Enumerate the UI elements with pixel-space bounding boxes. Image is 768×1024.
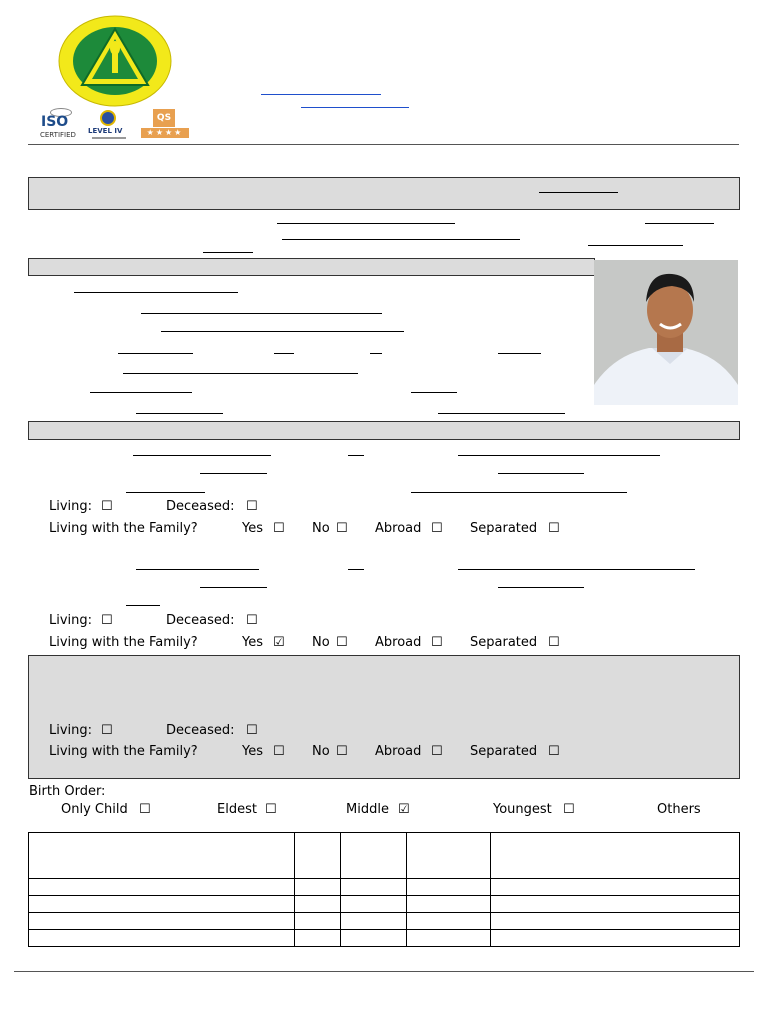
field-line-2c xyxy=(203,252,253,253)
pi-line-4a xyxy=(118,353,193,354)
table-cell[interactable] xyxy=(340,913,407,930)
field-line-1a xyxy=(277,223,455,224)
pi-line-4d xyxy=(498,353,541,354)
level-label: LEVEL IV xyxy=(88,127,123,135)
father-line-1b xyxy=(348,455,364,456)
table-cell[interactable] xyxy=(491,896,740,913)
table-cell[interactable] xyxy=(294,896,340,913)
father-no-checkbox[interactable]: ☐ xyxy=(336,521,348,536)
mother-no-checkbox[interactable]: ☐ xyxy=(336,635,348,650)
pi-line-6b xyxy=(411,392,457,393)
pi-line-7a xyxy=(136,413,223,414)
pi-line-3 xyxy=(161,331,404,332)
table-cell[interactable] xyxy=(407,879,491,896)
guardian-with-family-label: Living with the Family? xyxy=(49,744,198,759)
table-row xyxy=(29,930,740,947)
footer-divider xyxy=(14,971,754,972)
father-no-label: No xyxy=(312,521,330,536)
mother-separated-label: Separated xyxy=(470,635,538,650)
middle-checkbox[interactable]: ☑ xyxy=(398,802,410,817)
student-photo xyxy=(594,260,738,405)
field-line-2a xyxy=(282,239,520,240)
youngest-label: Youngest xyxy=(493,802,552,817)
table-cell[interactable] xyxy=(29,879,295,896)
guardian-section xyxy=(28,655,740,779)
mother-living-label: Living: xyxy=(49,613,93,628)
father-separated-checkbox[interactable]: ☐ xyxy=(548,521,560,536)
table-cell[interactable] xyxy=(29,896,295,913)
others-label: Others xyxy=(657,802,701,817)
pi-line-5 xyxy=(123,373,358,374)
table-row xyxy=(29,896,740,913)
table-cell[interactable] xyxy=(294,879,340,896)
field-line-2b xyxy=(588,245,683,246)
table-cell[interactable] xyxy=(491,913,740,930)
title-bar-blank xyxy=(539,192,618,193)
table-cell[interactable] xyxy=(491,879,740,896)
birth-order-label: Birth Order: xyxy=(29,784,106,799)
qs-logo: QS xyxy=(153,109,175,127)
table-cell[interactable] xyxy=(29,913,295,930)
father-line-3a xyxy=(126,492,205,493)
table-cell[interactable] xyxy=(29,930,295,947)
title-bar xyxy=(28,177,740,210)
father-line-2b xyxy=(498,473,584,474)
mother-line-2b xyxy=(498,587,584,588)
mother-line-1c xyxy=(458,569,695,570)
table-cell[interactable] xyxy=(340,879,407,896)
guardian-deceased-checkbox[interactable]: ☐ xyxy=(246,723,258,738)
table-row xyxy=(29,913,740,930)
mother-line-1a xyxy=(136,569,259,570)
table-cell xyxy=(29,833,295,879)
iso-label: ISO xyxy=(41,114,69,130)
university-seal xyxy=(58,15,172,107)
table-cell[interactable] xyxy=(340,896,407,913)
guardian-no-label: No xyxy=(312,744,330,759)
pi-line-2 xyxy=(141,313,382,314)
mother-yes-checkbox[interactable]: ☑ xyxy=(273,635,285,650)
header-divider xyxy=(28,144,739,145)
father-abroad-checkbox[interactable]: ☐ xyxy=(431,521,443,536)
personal-info-bar xyxy=(28,258,595,276)
eldest-label: Eldest xyxy=(217,802,257,817)
pi-line-7b xyxy=(438,413,565,414)
guardian-living-checkbox[interactable]: ☐ xyxy=(101,723,113,738)
mother-with-family-label: Living with the Family? xyxy=(49,635,198,650)
table-cell xyxy=(294,833,340,879)
mother-no-label: No xyxy=(312,635,330,650)
table-row xyxy=(29,879,740,896)
guardian-separated-label: Separated xyxy=(470,744,538,759)
father-separated-label: Separated xyxy=(470,521,538,536)
father-with-family-label: Living with the Family? xyxy=(49,521,198,536)
iso-sublabel: CERTIFIED xyxy=(40,131,76,139)
middle-label: Middle xyxy=(346,802,389,817)
guardian-yes-label: Yes xyxy=(242,744,263,759)
mother-living-checkbox[interactable]: ☐ xyxy=(101,613,113,628)
table-header-row xyxy=(29,833,740,879)
table-cell xyxy=(340,833,407,879)
qs-stars: ★★★★ xyxy=(141,128,189,138)
table-cell[interactable] xyxy=(294,913,340,930)
guardian-abroad-label: Abroad xyxy=(375,744,422,759)
table-cell[interactable] xyxy=(407,913,491,930)
mother-separated-checkbox[interactable]: ☐ xyxy=(548,635,560,650)
siblings-table xyxy=(28,832,740,947)
mother-abroad-checkbox[interactable]: ☐ xyxy=(431,635,443,650)
table-cell xyxy=(407,833,491,879)
mother-deceased-label: Deceased: xyxy=(166,613,235,628)
father-line-2a xyxy=(200,473,267,474)
mother-yes-label: Yes xyxy=(242,635,263,650)
qs-badge xyxy=(141,109,189,139)
guardian-deceased-label: Deceased: xyxy=(166,723,235,738)
mother-abroad-label: Abroad xyxy=(375,635,422,650)
youngest-checkbox[interactable]: ☐ xyxy=(563,802,575,817)
table-cell[interactable] xyxy=(407,896,491,913)
pi-line-6a xyxy=(90,392,192,393)
table-cell[interactable] xyxy=(340,930,407,947)
pi-line-1 xyxy=(74,292,238,293)
mother-line-3a xyxy=(126,605,160,606)
mother-deceased-checkbox[interactable]: ☐ xyxy=(246,613,258,628)
pi-line-4c xyxy=(370,353,382,354)
father-line-1a xyxy=(133,455,271,456)
guardian-abroad-checkbox[interactable]: ☐ xyxy=(431,744,443,759)
table-cell xyxy=(491,833,740,879)
mother-line-2a xyxy=(200,587,267,588)
family-background-bar xyxy=(28,421,740,440)
father-living-label: Living: xyxy=(49,499,93,514)
level-badge xyxy=(88,108,132,142)
father-living-checkbox[interactable]: ☐ xyxy=(101,499,113,514)
mother-line-1b xyxy=(348,569,364,570)
father-deceased-checkbox[interactable]: ☐ xyxy=(246,499,258,514)
field-line-1b xyxy=(645,223,714,224)
header-link-line-1 xyxy=(261,94,381,95)
guardian-no-checkbox[interactable]: ☐ xyxy=(336,744,348,759)
only-child-checkbox[interactable]: ☐ xyxy=(139,802,151,817)
table-cell[interactable] xyxy=(294,930,340,947)
guardian-living-label: Living: xyxy=(49,723,93,738)
pi-line-4b xyxy=(274,353,294,354)
guardian-separated-checkbox[interactable]: ☐ xyxy=(548,744,560,759)
only-child-label: Only Child xyxy=(61,802,128,817)
father-yes-label: Yes xyxy=(242,521,263,536)
father-abroad-label: Abroad xyxy=(375,521,422,536)
eldest-checkbox[interactable]: ☐ xyxy=(265,802,277,817)
father-line-1c xyxy=(458,455,660,456)
iso-badge xyxy=(38,108,82,142)
father-line-3b xyxy=(411,492,627,493)
header-link-line-2 xyxy=(301,107,409,108)
table-cell[interactable] xyxy=(407,930,491,947)
guardian-yes-checkbox[interactable]: ☐ xyxy=(273,744,285,759)
father-yes-checkbox[interactable]: ☐ xyxy=(273,521,285,536)
table-cell[interactable] xyxy=(491,930,740,947)
father-deceased-label: Deceased: xyxy=(166,499,235,514)
